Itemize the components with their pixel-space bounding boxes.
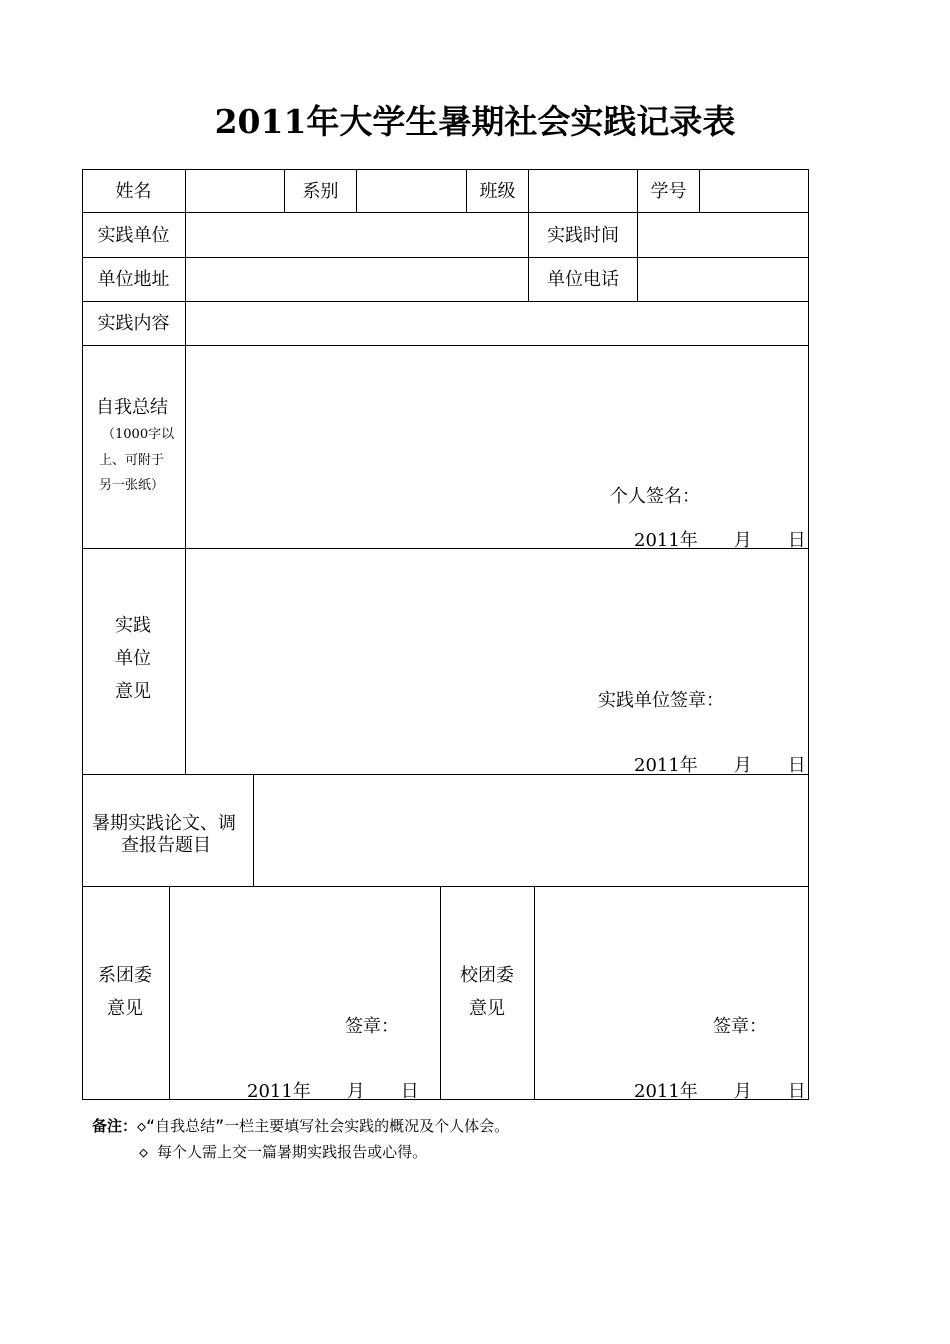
self-summary-field[interactable] xyxy=(186,346,808,548)
notes-text: ◇“自我总结”一栏主要填写社会实践的概况及个人体会。 xyxy=(137,1117,510,1135)
self-summary-label: 自我总结 xyxy=(96,397,168,418)
unit-opinion-label: 实践 xyxy=(115,615,151,636)
record-form-table xyxy=(82,169,809,1100)
dept-league-stamp-label: 签章： xyxy=(345,1016,399,1037)
department-field[interactable] xyxy=(357,169,466,213)
class-label: 班级 xyxy=(479,180,516,202)
practice-time-label: 实践时间 xyxy=(547,224,619,246)
paper-title-label: 查报告题目 xyxy=(121,835,211,856)
practice-unit-field[interactable] xyxy=(186,213,528,257)
name-field[interactable] xyxy=(186,169,284,213)
dept-league-opinion-label: 意见 xyxy=(107,998,143,1019)
practice-time-field[interactable] xyxy=(638,213,808,257)
table-border-right xyxy=(808,169,809,1100)
unit-opinion-label: 单位 xyxy=(115,648,151,669)
department-label: 系别 xyxy=(302,180,339,202)
unit-opinion-label: 意见 xyxy=(115,681,151,702)
self-summary-date: 2011年 月 日 xyxy=(634,530,806,551)
school-league-opinion-label: 意见 xyxy=(469,998,505,1019)
dept-league-date: 2011年 月 日 xyxy=(247,1081,419,1102)
student-id-label: 学号 xyxy=(650,180,687,202)
paper-title-field[interactable] xyxy=(254,775,808,886)
school-league-stamp-label: 签章： xyxy=(713,1016,767,1037)
dept-league-opinion-label: 系团委 xyxy=(98,965,152,986)
practice-content-field[interactable] xyxy=(186,302,808,345)
notes-line-1 xyxy=(92,1115,509,1136)
self-summary-hint: 另一张纸） xyxy=(99,478,165,493)
unit-address-field[interactable] xyxy=(186,258,528,301)
student-id-field[interactable] xyxy=(700,169,808,213)
practice-unit-label: 实践单位 xyxy=(97,224,170,246)
unit-opinion-field[interactable] xyxy=(186,549,808,774)
self-summary-hint: （1000字以 xyxy=(102,427,175,442)
class-field[interactable] xyxy=(529,169,637,213)
paper-title-label: 暑期实践论文、调 xyxy=(92,813,236,834)
unit-phone-label: 单位电话 xyxy=(547,269,619,290)
school-league-opinion-label: 校团委 xyxy=(460,965,514,986)
unit-stamp-label: 实践单位签章： xyxy=(598,690,724,711)
self-summary-hint: 上、可附于 xyxy=(99,453,165,468)
name-label: 姓名 xyxy=(115,180,152,202)
practice-content-label: 实践内容 xyxy=(97,313,170,334)
school-league-date: 2011年 月 日 xyxy=(634,1081,806,1102)
column-divider xyxy=(440,886,441,1100)
page-title: 2011年大学生暑期社会实践记录表 xyxy=(214,102,736,141)
unit-phone-field[interactable] xyxy=(638,258,808,301)
school-league-opinion-field[interactable] xyxy=(535,887,808,1099)
unit-opinion-date: 2011年 月 日 xyxy=(634,755,806,776)
notes-prefix: 备注： xyxy=(92,1117,138,1135)
notes-line-2: ◇ 每个人需上交一篇暑期实践报告或心得。 xyxy=(139,1143,428,1161)
unit-address-label: 单位地址 xyxy=(97,269,170,290)
personal-signature-label: 个人签名： xyxy=(610,486,700,507)
dept-league-opinion-field[interactable] xyxy=(170,887,440,1099)
